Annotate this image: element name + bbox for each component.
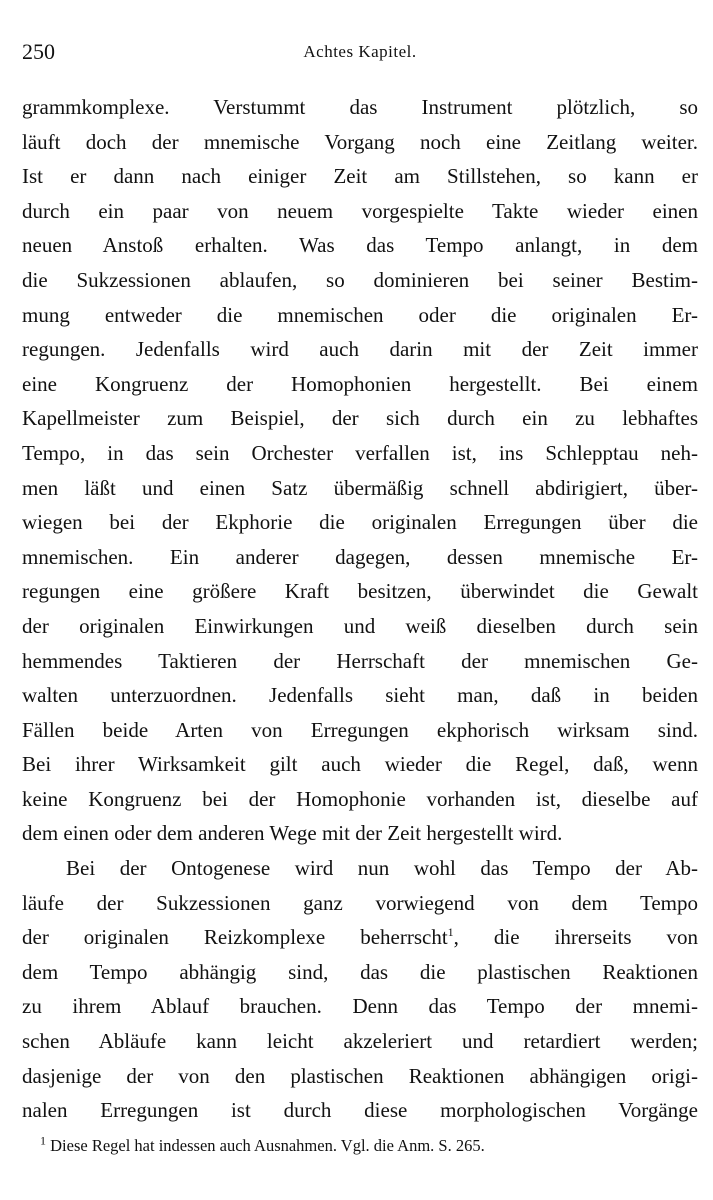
text-line: Tempo, in das sein Orchester verfallen ist, ins Schlepptau neh- <box>22 440 698 465</box>
text-line: läuft doch der mnemische Vorgang noch eine Zeitlang weiter. <box>22 129 698 154</box>
text-line: wiegen bei der Ekphorie die originalen Erregungen über die <box>22 510 698 535</box>
text-line: Kapellmeister zum Beispiel, der sich durch ein zu lebhaftes <box>22 406 698 431</box>
text-line: mnemischen. Ein anderer dagegen, dessen mnemische Er- <box>22 544 698 569</box>
text-line: der originalen Einwirkungen und weiß dieselben durch sein <box>22 613 698 638</box>
text-line: walten unterzuordnen. Jedenfalls sieht man, daß in beiden <box>22 683 698 708</box>
text-line: nalen Erregungen ist durch diese morphologischen Vorgänge <box>22 1098 698 1123</box>
text-fragment: , die ihrerseits von <box>453 925 698 950</box>
text-line: keine Kongruenz bei der Homophonie vorhanden ist, dieselbe auf <box>22 786 698 811</box>
footnote-text: Diese Regel hat indessen auch Ausnahmen. Vgl. die Anm. S. 265. <box>50 1135 485 1155</box>
page-header <box>22 36 698 68</box>
text-line: regungen eine größere Kraft besitzen, überwindet die Gewalt <box>22 579 698 604</box>
text-line: hemmendes Taktieren der Herrschaft der mnemischen Ge- <box>22 648 698 673</box>
text-line: grammkomplexe. Verstummt das Instrument plötzlich, so <box>22 95 698 119</box>
book-page <box>22 36 698 1158</box>
text-line: schen Abläufe kann leicht akzeleriert und retardiert werden; <box>22 1029 698 1054</box>
text-line: zu ihrem Ablauf brauchen. Denn das Tempo der mnemi- <box>22 994 698 1019</box>
paragraph-1 <box>22 90 698 851</box>
text-line: durch ein paar von neuem vorgespielte Takte wieder einen <box>22 198 698 223</box>
text-line: die Sukzessionen ablaufen, so dominieren bei seiner Bestim- <box>22 267 698 292</box>
text-line: Fällen beide Arten von Erregungen ekphorisch wirksam sind. <box>22 717 698 742</box>
text-line: eine Kongruenz der Homophonien hergestellt. Bei einem <box>22 371 698 396</box>
text-line: dasjenige der von den plastischen Reaktionen abhängigen origi- <box>22 1063 698 1088</box>
text-fragment: der originalen Reizkomplexe beherrscht <box>22 925 448 950</box>
text-line: mung entweder die mnemischen oder die originalen Er- <box>22 302 698 327</box>
running-head: Achtes Kapitel. <box>303 42 417 61</box>
text-line: dem einen oder dem anderen Wege mit der Zeit hergestellt wird. <box>22 821 563 846</box>
text-line-with-footnote-ref <box>22 920 698 955</box>
text-line: Bei ihrer Wirksamkeit gilt auch wieder die Regel, daß, wenn <box>22 752 698 777</box>
text-line: dem Tempo abhängig sind, das die plastischen Reaktionen <box>22 959 698 984</box>
footnote <box>22 1134 698 1158</box>
text-line: Bei der Ontogenese wird nun wohl das Tempo der Ab- <box>66 856 698 881</box>
text-line: regungen. Jedenfalls wird auch darin mit der Zeit immer <box>22 337 698 362</box>
text-line: Ist er dann nach einiger Zeit am Stillstehen, so kann er <box>22 164 698 189</box>
footnote-marker: 1 <box>40 1133 46 1148</box>
text-line: läufe der Sukzessionen ganz vorwiegend von dem Tempo <box>22 890 698 915</box>
body-text <box>22 90 698 1128</box>
paragraph-2 <box>22 851 698 1128</box>
text-line: neuen Anstoß erhalten. Was das Tempo anlangt, in dem <box>22 233 698 258</box>
footnote-reference: 1 <box>447 925 454 940</box>
page-number: 250 <box>22 39 55 64</box>
text-line: men läßt und einen Satz übermäßig schnell abdirigiert, über- <box>22 475 698 500</box>
